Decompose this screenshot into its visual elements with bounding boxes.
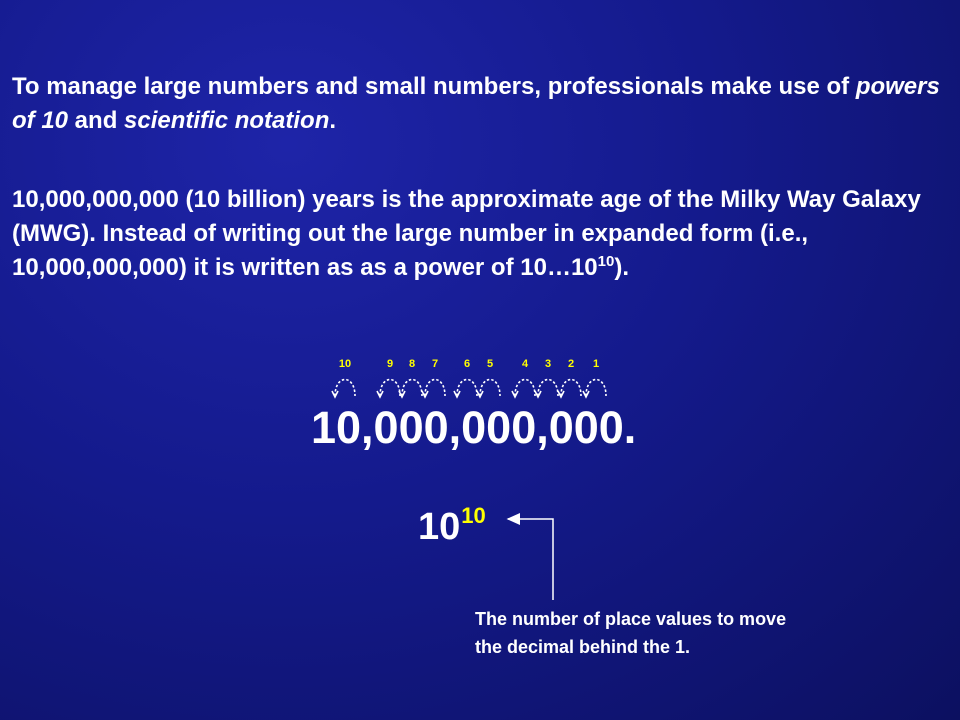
place-count-3: 3 — [544, 358, 552, 370]
place-count-5: 5 — [486, 358, 494, 370]
place-count-1: 1 — [592, 358, 600, 370]
intro-period: . — [329, 107, 337, 134]
place-count-7: 7 — [431, 358, 439, 370]
callout-arrow-line — [508, 519, 553, 600]
body-superscript: 10 — [597, 253, 615, 270]
power-base: 10 — [418, 506, 461, 548]
expanded-number: 10,000,000,000. — [311, 402, 637, 453]
power-exponent: 10 — [461, 503, 486, 528]
intro-emphasis-scientific: scientific notation — [124, 107, 330, 134]
place-count-6: 6 — [463, 358, 471, 370]
place-count-8: 8 — [408, 358, 416, 370]
body-end: ). — [614, 254, 629, 281]
intro-text-and: and — [68, 107, 125, 134]
place-count-4: 4 — [521, 358, 529, 370]
place-count-2: 2 — [567, 358, 575, 370]
intro-emphasis-powers: powers of 10 — [12, 73, 940, 134]
body-text: 10,000,000,000 (10 billion) years is the approximate age of the Milky Way Galaxy (MWG). Instead of writing out the large number in expanded form (i.e., 10,000,000,000) it is written as as a power of 10…10 — [12, 186, 921, 281]
intro-text: To manage large numbers and small numbers, professionals make use of — [12, 73, 856, 100]
place-count-10: 10 — [338, 358, 352, 370]
callout-text: The number of place values to move the decimal behind the 1. — [475, 609, 787, 657]
place-count-9: 9 — [386, 358, 394, 370]
